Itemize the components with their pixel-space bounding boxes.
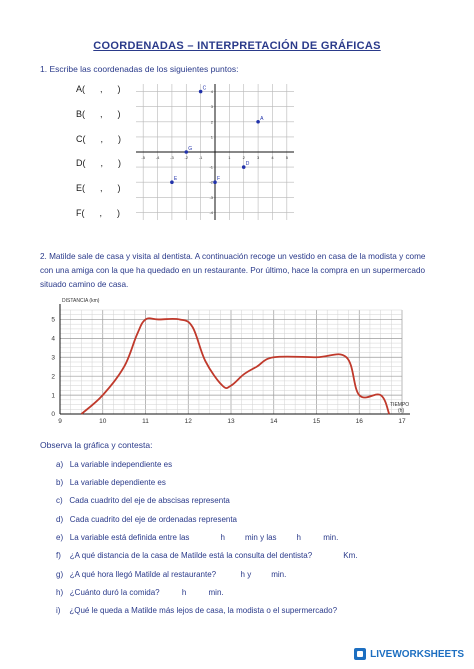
y-tick-label: -4 xyxy=(209,209,213,215)
x-tick-label: 13 xyxy=(227,418,235,425)
y-tick-label: 2 xyxy=(51,373,55,381)
question-d: d) Cada cuadrito del eje de ordenadas representa xyxy=(56,515,238,524)
question-a: a) La variable independiente es xyxy=(56,460,173,469)
point-label-g: G xyxy=(188,146,193,152)
x-tick-label: -4 xyxy=(155,155,160,160)
point-label-f: F xyxy=(217,176,221,183)
x-tick-label: 4 xyxy=(271,155,274,160)
point-label-d: D xyxy=(245,161,250,168)
point-label-e: E xyxy=(173,176,178,183)
distance-time-chart xyxy=(30,296,420,431)
question-g: g) ¿A qué hora llegó Matilde al restaurante? h y min. xyxy=(56,570,287,579)
point-label-c: C xyxy=(202,85,207,92)
x-tick-label: 11 xyxy=(142,418,149,425)
point-row-e: E( , ) xyxy=(76,183,121,193)
x-tick-label: 16 xyxy=(355,418,363,425)
x-tick-label: -3 xyxy=(170,155,174,160)
question-1-prompt: 1. Escribe las coordenadas de los siguientes puntos: xyxy=(40,64,239,74)
question-i: i) ¿Qué le queda a Matilde más lejos de casa, la modista o el supermercado? xyxy=(56,606,338,615)
x-tick-label: -2 xyxy=(184,155,189,160)
point-row-d: D( , ) xyxy=(76,158,121,168)
y-tick-label: 0 xyxy=(51,411,55,419)
x-tick-label: 3 xyxy=(256,155,260,160)
point-row-f: F( , ) xyxy=(76,208,120,218)
point-row-b: B( , ) xyxy=(76,109,121,119)
x-tick-label: 2 xyxy=(242,155,245,160)
question-h: h) ¿Cuánto duró la comida? h min. xyxy=(56,588,224,597)
y-tick-label: 3 xyxy=(210,104,213,110)
y-axis-label: DISTANCIA (km) xyxy=(62,298,100,304)
point-row-c: C( , ) xyxy=(76,134,121,144)
y-tick-label: 4 xyxy=(210,89,213,95)
y-tick-label: -1 xyxy=(209,164,213,170)
brand-name: LIVEWORKSHEETS xyxy=(370,648,464,660)
x-tick-label: 15 xyxy=(312,418,321,425)
question-2-text: 2. Matilde sale de casa y visita al dentista. A continuación recoge un vestido en casa de la modista y come con una amiga con la que ha quedado en un restaurante. Por último, hace la compra en un supermercado situado camino de casa. xyxy=(40,252,426,289)
x-tick-label: -5 xyxy=(141,155,145,160)
page-title: COORDENADAS – INTERPRETACIÓN DE GRÁFICAS xyxy=(93,40,381,52)
coordinate-plot xyxy=(130,78,300,226)
footer-brand[interactable] xyxy=(354,648,464,660)
question-f: f) ¿A qué distancia de la casa de Matilde está la consulta del dentista? Km. xyxy=(56,551,358,560)
y-tick-label: 4 xyxy=(51,335,55,343)
point-row-a: A( , ) xyxy=(76,84,121,94)
x-tick-label: 17 xyxy=(398,418,406,425)
y-tick-label: -2 xyxy=(209,179,213,185)
y-tick-label: 2 xyxy=(210,119,213,125)
question-c: c) Cada cuadrito del eje de abscisas representa xyxy=(56,496,230,505)
y-tick-label: 1 xyxy=(51,392,55,400)
question-b: b) La variable dependiente es xyxy=(56,478,166,487)
liveworksheets-logo-icon xyxy=(354,648,366,660)
x-tick-label: 1 xyxy=(228,155,231,160)
observa-heading: Observa la gráfica y contesta: xyxy=(40,440,153,450)
x-tick-label: 12 xyxy=(184,418,192,425)
y-tick-label: 1 xyxy=(210,134,213,140)
y-tick-label: 3 xyxy=(51,354,55,362)
question-e: e) La variable está definida entre las h min y las h min. xyxy=(56,533,339,542)
x-tick-label: 14 xyxy=(270,418,278,425)
point-label-a: A xyxy=(260,115,264,122)
x-tick-label: -1 xyxy=(198,155,203,160)
y-tick-label: -3 xyxy=(209,194,213,200)
x-axis-unit: (h) xyxy=(398,408,405,414)
x-axis-label: TIEMPO xyxy=(390,402,410,408)
x-tick-label: 5 xyxy=(285,155,288,160)
x-tick-label: 10 xyxy=(99,418,107,425)
x-tick-label: 9 xyxy=(58,418,62,425)
y-tick-label: 5 xyxy=(51,316,55,324)
